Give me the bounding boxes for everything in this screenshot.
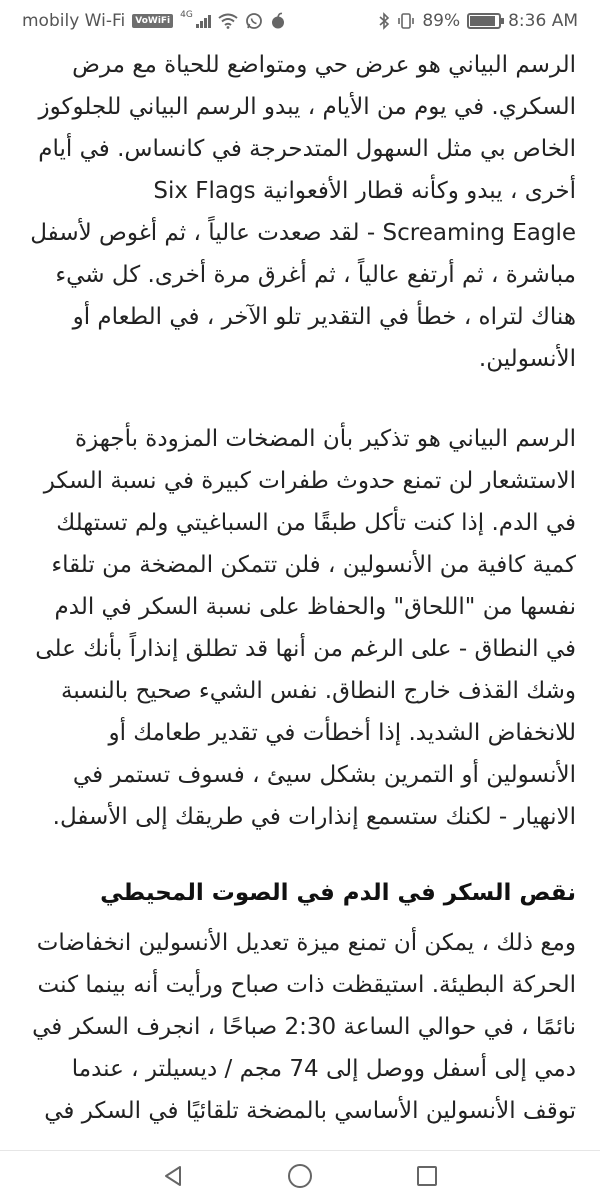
- status-right: [378, 11, 578, 31]
- vibrate-icon: [397, 12, 415, 30]
- section-heading: نقص السكر في الدم في الصوت المحيطي: [100, 880, 576, 906]
- home-icon[interactable]: [287, 1163, 313, 1189]
- signal-icon: [196, 14, 211, 28]
- carrier-label: mobily Wi-Fi: [22, 11, 126, 31]
- article-paragraph-2: الرسم البياني هو تذكير بأن المضخات المزودة بأجهزة الاستشعار لن تمنع حدوث طفرات كبيرة في نسبة السكر في الدم. إذا كنت تأكل طبقًا من السباغيتي ولم تستهلك كمية كافية من الأنسولين ، فلن تتمكن المضخة من تلقاء نفسها من "اللحاق" والحفاظ على نسبة السكر في الدم في النطاق - على الرغم من أنها قد تطلق إنذاراً بأنك على وشك القذف خارج النطاق. نفس الشيء صحيح بالنسبة للانخفاض الشديد. إذا أخطأت في تقدير طعامك أو الأنسولين أو التمرين بشكل سيئ ، فسوف تستمر في الانهيار - لكنك ستسمع إنذارات في طريقك إلى الأسفل.: [35, 426, 576, 830]
- vowifi-badge: VoWiFi: [132, 14, 173, 28]
- battery-percent: 89%: [422, 11, 461, 31]
- article-content: [0, 42, 600, 1150]
- home-button[interactable]: [280, 1156, 320, 1196]
- status-bar: [0, 0, 600, 42]
- back-button[interactable]: [153, 1156, 193, 1196]
- status-left: [22, 11, 286, 31]
- back-icon[interactable]: [162, 1164, 184, 1188]
- navigation-bar: [0, 1150, 600, 1200]
- battery-level: [470, 16, 495, 26]
- battery-icon: [467, 13, 501, 29]
- clock: 8:36 AM: [508, 11, 578, 31]
- recents-icon[interactable]: [416, 1165, 438, 1187]
- fruit-app-icon: [270, 12, 286, 30]
- whatsapp-icon: [245, 12, 263, 30]
- recents-button[interactable]: [407, 1156, 447, 1196]
- article-paragraph-3: ومع ذلك ، يمكن أن تمنع ميزة تعديل الأنسولين انخفاضات الحركة البطيئة. استيقظت ذات صباح ورأيت أنه بينما كنت نائمًا ، في حوالي الساعة 2:30 صباحًا ، انجرف السكر في دمي إلى أسفل ووصل إلى 74 مجم / ديسيلتر ، عندما توقف الأنسولين الأساسي بالمضخة تلقائيًا في السكر في: [32, 930, 576, 1124]
- wifi-icon: [218, 13, 238, 29]
- bluetooth-icon: [378, 12, 390, 30]
- network-type: 4G: [180, 10, 193, 20]
- article-paragraph-1: الرسم البياني هو عرض حي ومتواضع للحياة مع مرض السكري. في يوم من الأيام ، يبدو الرسم البياني للجلوكوز الخاص بي مثل السهول المتدحرجة في كانساس. في أيام أخرى ، يبدو وكأنه قطار الأفعوانية Six Flags Screaming Eagle - لقد صعدت عالياً ، ثم أغوص لأسفل مباشرة ، ثم أرتفع عالياً ، ثم أغرق مرة أخرى. كل شيء هناك لتراه ، خطأ في التقدير تلو الآخر ، في الطعام أو الأنسولين.: [30, 52, 576, 372]
